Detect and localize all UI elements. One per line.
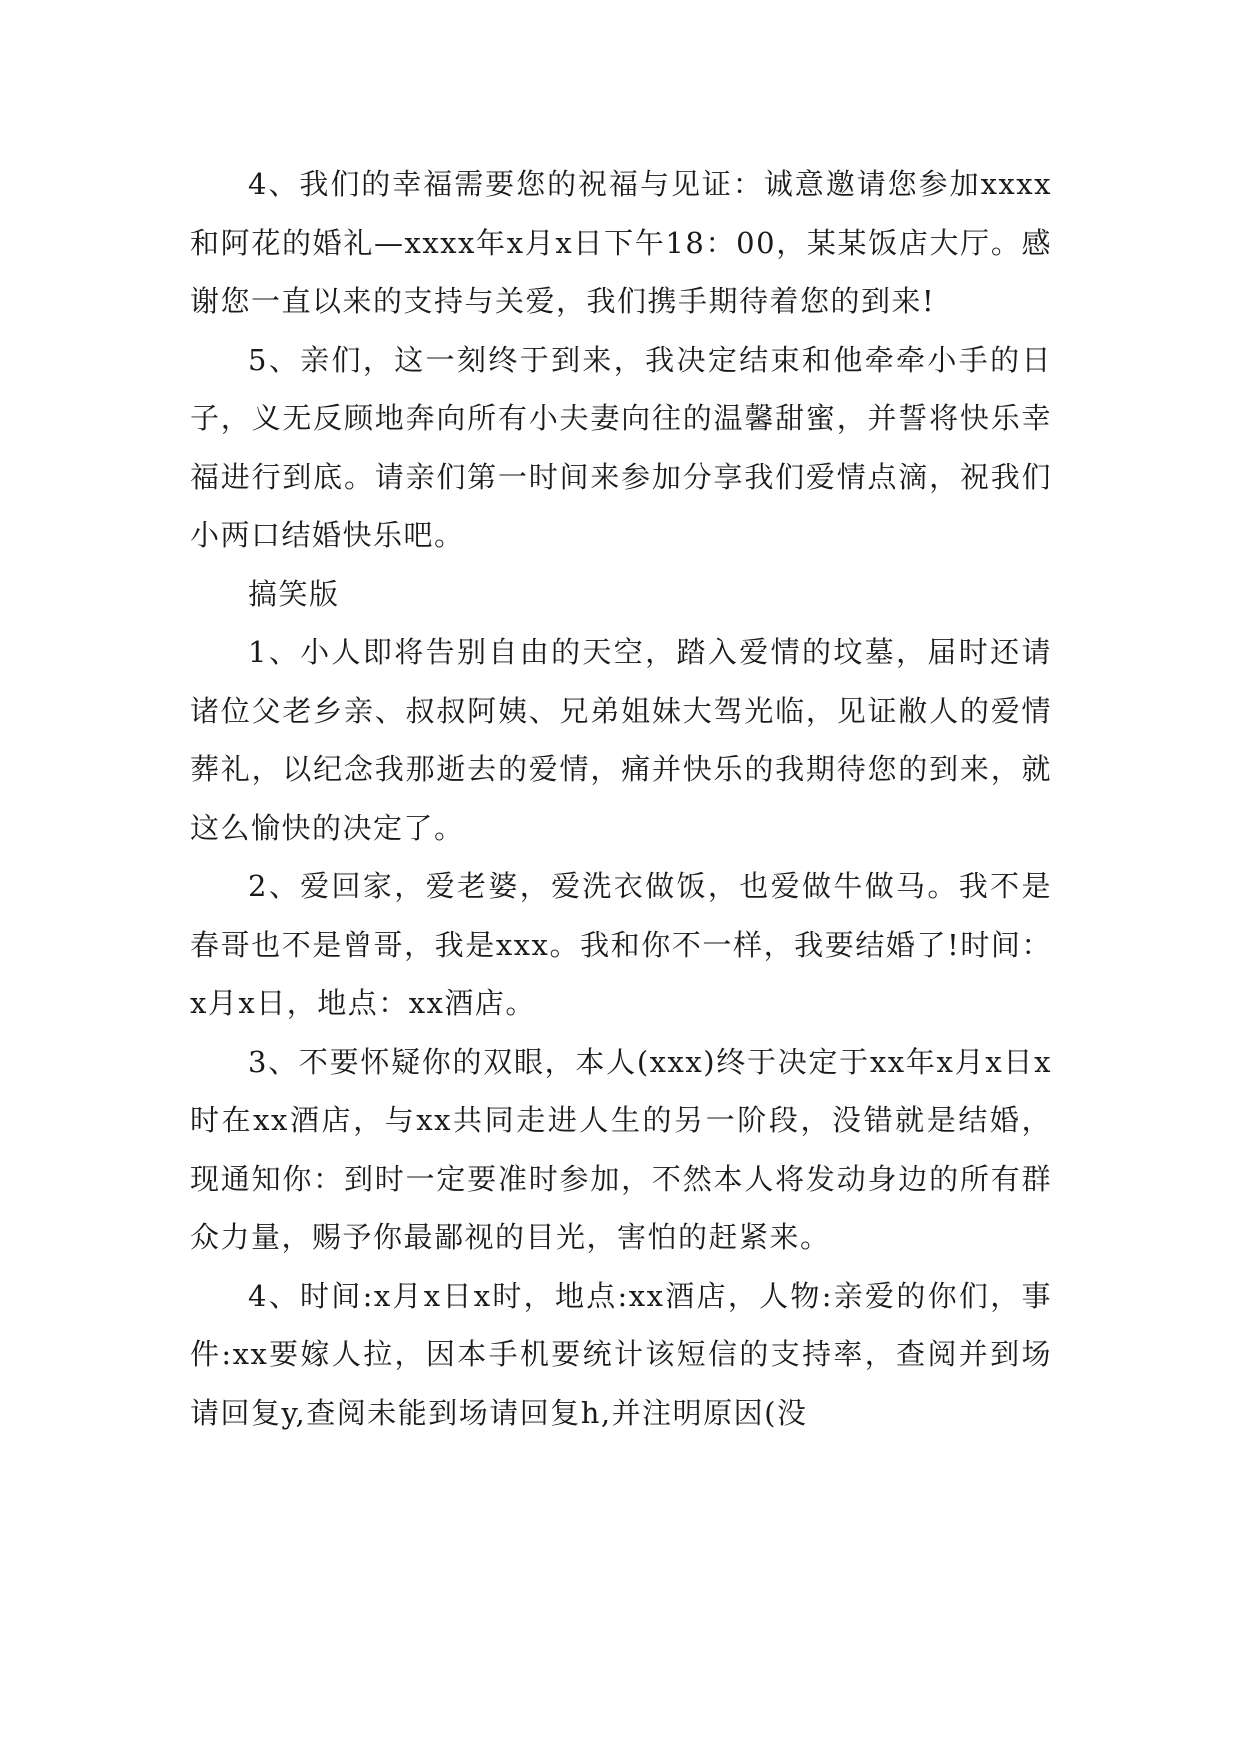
paragraph-funny-1: 1、小人即将告别自由的天空，踏入爱情的坟墓，届时还请诸位父老乡亲、叔叔阿姨、兄弟姐妹大驾光临，见证敝人的爱情葬礼，以纪念我那逝去的爱情，痛并快乐的我期待您的到来，就这么愉快的决定了。: [190, 635, 1052, 845]
section-heading-funny: 搞笑版: [248, 576, 340, 611]
paragraph-funny-4: 4、时间:x月x日x时，地点:xx酒店，人物:亲爱的你们，事件:xx要嫁人拉，因本手机要统计该短信的支持率，查阅并到场请回复y,查阅未能到场请回复h,并注明原因(没: [190, 1278, 1052, 1430]
paragraph-invitation-4: 4、我们的幸福需要您的祝福与见证：诚意邀请您参加xxxx和阿花的婚礼—xxxx年x月x日下午18：00，某某饭店大厅。感谢您一直以来的支持与关爱，我们携手期待着您的到来!: [190, 167, 1052, 318]
paragraph-invitation-5: 5、亲们，这一刻终于到来，我决定结束和他牵牵小手的日子，义无反顾地奔向所有小夫妻向往的温馨甜蜜，并誓将快乐幸福进行到底。请亲们第一时间来参加分享我们爱情点滴，祝我们小两口结婚快乐吧。: [190, 342, 1052, 552]
paragraph-funny-3: 3、不要怀疑你的双眼，本人(xxx)终于决定于xx年x月x日x时在xx酒店，与xx共同走进人生的另一阶段，没错就是结婚，现通知你：到时一定要准时参加，不然本人将发动身边的所有群众力量，赐予你最鄙视的目光，害怕的赶紧来。: [190, 1044, 1052, 1254]
document-body: [190, 155, 1052, 1442]
paragraph-funny-2: 2、爱回家，爱老婆，爱洗衣做饭，也爱做牛做马。我不是春哥也不是曾哥，我是xxx。我和你不一样，我要结婚了!时间：x月x日，地点：xx酒店。: [190, 869, 1052, 1020]
